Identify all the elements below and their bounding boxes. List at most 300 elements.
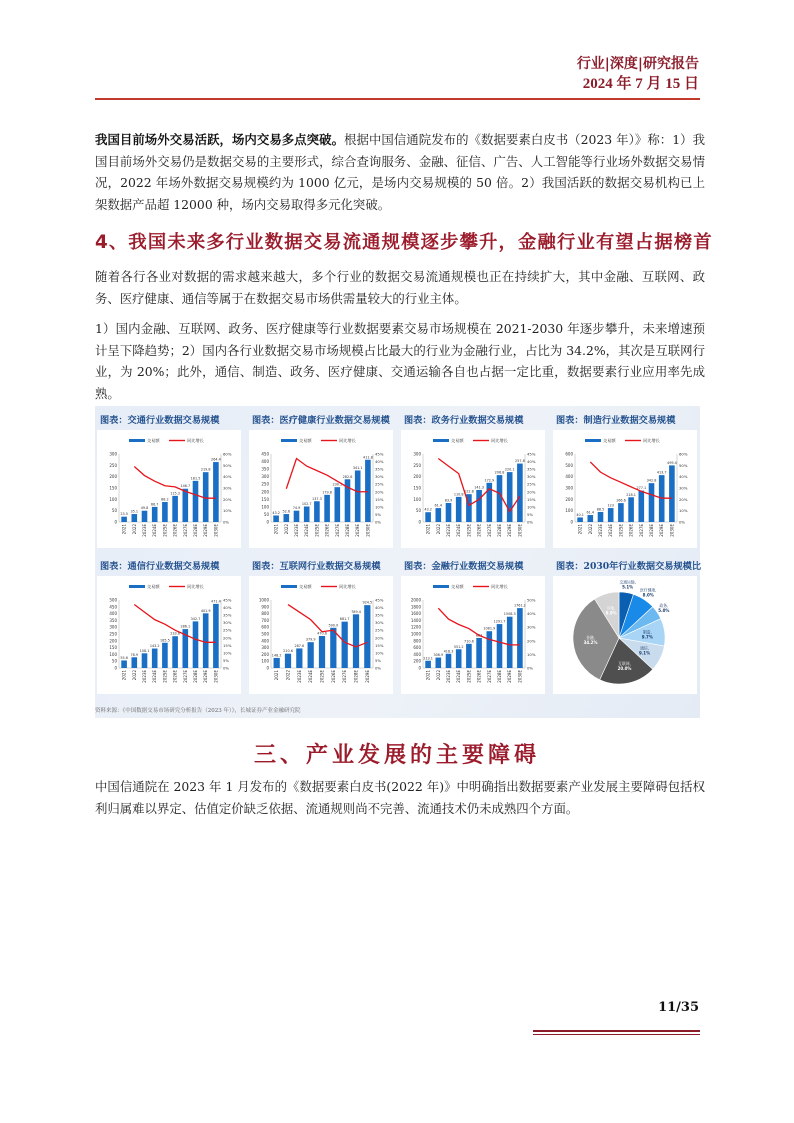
svg-text:600: 600 — [413, 645, 421, 651]
figure-source: 资料来源：《中国数据交易市场研究分析报告（2023 年）》，长城证券产业金融研究院 — [95, 708, 301, 714]
svg-text:30%: 30% — [223, 620, 232, 626]
svg-text:379.9: 379.9 — [305, 637, 316, 642]
svg-text:400: 400 — [261, 459, 269, 465]
svg-text:401.9: 401.9 — [200, 608, 211, 613]
svg-text:300: 300 — [413, 451, 421, 457]
svg-text:同比增长: 同比增长 — [491, 584, 508, 589]
svg-text:2024E: 2024E — [152, 670, 158, 683]
svg-text:2021: 2021 — [274, 670, 280, 681]
svg-text:800: 800 — [413, 638, 421, 644]
svg-text:40%: 40% — [223, 605, 232, 611]
svg-text:78.9: 78.9 — [130, 652, 139, 657]
svg-text:883: 883 — [475, 633, 483, 638]
svg-text:1761.2: 1761.2 — [513, 603, 526, 608]
svg-text:172.9: 172.9 — [484, 478, 495, 483]
svg-text:25%: 25% — [375, 481, 384, 487]
svg-text:2022: 2022 — [435, 670, 441, 681]
svg-text:110.8: 110.8 — [453, 492, 464, 497]
svg-text:30%: 30% — [527, 624, 536, 630]
svg-text:1800: 1800 — [410, 604, 421, 610]
intro-lead: 我国目前场外交易活跃，场内交易多点突破。 — [95, 132, 345, 147]
svg-text:5%: 5% — [375, 657, 382, 663]
bar-line-chart — [401, 430, 545, 548]
svg-text:342.8: 342.8 — [646, 478, 657, 483]
svg-text:418.3: 418.3 — [443, 649, 454, 654]
svg-text:20%: 20% — [527, 638, 536, 644]
svg-text:30%: 30% — [375, 474, 384, 480]
svg-text:590.9: 590.9 — [328, 623, 339, 628]
svg-text:政务,: 政务, — [659, 602, 669, 608]
svg-text:1000: 1000 — [258, 597, 269, 603]
svg-text:2024E: 2024E — [456, 524, 462, 537]
svg-text:122.8: 122.8 — [464, 489, 474, 494]
svg-text:同比增长: 同比增长 — [491, 438, 508, 443]
svg-text:20.0%: 20.0% — [617, 665, 632, 671]
svg-text:2023E: 2023E — [142, 670, 147, 683]
svg-text:10%: 10% — [527, 651, 536, 657]
svg-text:10%: 10% — [527, 504, 536, 510]
svg-text:1600: 1600 — [410, 611, 421, 617]
chart-title: 图表：政务行业数据交易规模 — [404, 415, 524, 426]
svg-text:10%: 10% — [223, 650, 232, 656]
report-header — [577, 54, 699, 94]
svg-text:50: 50 — [111, 658, 117, 664]
svg-text:0%: 0% — [223, 665, 230, 671]
svg-text:286.1: 286.1 — [180, 624, 191, 629]
svg-text:2023E: 2023E — [446, 670, 451, 683]
svg-text:250: 250 — [261, 481, 269, 487]
svg-text:40%: 40% — [527, 459, 536, 465]
svg-text:2021: 2021 — [577, 524, 583, 535]
bar-line-chart — [249, 430, 393, 548]
svg-text:2022: 2022 — [131, 524, 137, 535]
svg-text:2000: 2000 — [410, 597, 421, 603]
chart-title: 图表：交通行业数据交易规模 — [100, 415, 220, 426]
svg-text:681.7: 681.7 — [339, 617, 350, 622]
svg-text:287.6: 287.6 — [294, 643, 305, 648]
svg-text:200: 200 — [413, 474, 421, 480]
svg-text:45%: 45% — [223, 597, 232, 603]
svg-text:通信,: 通信, — [640, 645, 649, 651]
svg-text:2022: 2022 — [285, 670, 291, 681]
svg-text:1081.9: 1081.9 — [483, 626, 496, 631]
svg-text:300: 300 — [565, 485, 573, 491]
svg-text:0%: 0% — [375, 519, 382, 525]
svg-text:45%: 45% — [375, 451, 384, 457]
svg-text:61.4: 61.4 — [586, 510, 595, 515]
svg-text:2026E: 2026E — [628, 524, 634, 537]
svg-text:2023E: 2023E — [296, 670, 302, 683]
svg-text:300: 300 — [109, 451, 117, 457]
section-4-heading: 4、我国未来多行业数据交易流通规模逐步攀升，金融行业有望占据榜首 — [95, 232, 713, 253]
svg-text:医疗健康,: 医疗健康, — [640, 587, 657, 593]
svg-text:250: 250 — [109, 462, 117, 468]
svg-text:20%: 20% — [375, 489, 384, 495]
svg-text:60%: 60% — [223, 451, 232, 457]
svg-text:35.1: 35.1 — [130, 509, 139, 514]
chart-title: 图表：2030年行业数据交易规模比 — [556, 561, 702, 572]
report-date: 2024 年 7 月 15 日 — [582, 76, 699, 92]
svg-text:0: 0 — [114, 519, 117, 525]
svg-text:264.4: 264.4 — [211, 457, 221, 462]
svg-text:200: 200 — [565, 496, 573, 502]
svg-text:2024E: 2024E — [304, 524, 310, 537]
svg-text:2025E: 2025E — [162, 524, 168, 537]
svg-text:2024E: 2024E — [608, 524, 614, 537]
svg-text:2023E: 2023E — [598, 524, 603, 537]
svg-text:500: 500 — [261, 631, 269, 637]
svg-text:8.9%: 8.9% — [605, 610, 617, 616]
svg-text:5.0%: 5.0% — [658, 607, 670, 613]
svg-text:同比增长: 同比增长 — [187, 584, 204, 589]
svg-text:146.7: 146.7 — [180, 484, 191, 489]
chart-panel-5 — [249, 554, 397, 694]
svg-text:74.9: 74.9 — [292, 506, 301, 511]
svg-text:700: 700 — [261, 617, 269, 623]
svg-text:2025E: 2025E — [466, 670, 472, 683]
svg-text:0%: 0% — [223, 519, 230, 525]
svg-text:200: 200 — [261, 651, 269, 657]
svg-text:137.3: 137.3 — [312, 496, 322, 501]
svg-text:35%: 35% — [527, 466, 536, 472]
svg-text:257.8: 257.8 — [515, 459, 525, 464]
section-4-para-1: 随着各行各业对数据的需求越来越大，多个行业的数据交易流通规模也正在持续扩大，其中金融、互联网、政务、医疗健康、通信等属于在数据交易市场供需量较大的行业主体。 — [95, 269, 705, 306]
report-category: 行业|深度|研究报告 — [576, 56, 699, 72]
svg-text:220.1: 220.1 — [504, 467, 515, 472]
svg-text:交易额: 交易额 — [147, 584, 160, 589]
section-4-para-2: 1）国内金融、互联网、政务、医疗健康等行业数据要素交易市场规模在 2021-2030 年逐步攀升，未来增速预计呈下降趋势；2）国内各行业数据交易市场规模占比最大的行业为金融行业，占比为 34.2%，其次是互联网行业，为 20%；此外，通信、制造、政务、医疗健康、交通运输各自也占据一定比重，数据要素行业应用率先成熟。 — [95, 321, 705, 401]
svg-text:45%: 45% — [527, 451, 536, 457]
svg-text:同比增长: 同比增长 — [643, 438, 660, 443]
svg-text:交易额: 交易额 — [299, 584, 312, 589]
svg-text:2028E: 2028E — [345, 524, 350, 537]
chart-panel-4 — [97, 554, 245, 694]
svg-text:0: 0 — [266, 665, 269, 671]
svg-text:61.4: 61.4 — [434, 503, 443, 508]
svg-text:15%: 15% — [223, 642, 232, 648]
svg-text:2027E: 2027E — [182, 670, 188, 683]
svg-text:200: 200 — [109, 474, 117, 480]
svg-text:34.2%: 34.2% — [583, 639, 598, 645]
svg-text:450: 450 — [261, 451, 269, 457]
svg-text:400: 400 — [413, 651, 421, 657]
bar-line-chart — [401, 576, 545, 694]
svg-text:213.1: 213.1 — [423, 656, 433, 661]
svg-text:23.5: 23.5 — [120, 512, 128, 517]
svg-text:0%: 0% — [679, 519, 686, 525]
svg-text:金融,: 金融, — [586, 634, 595, 640]
chart-panel-6 — [401, 554, 549, 694]
svg-text:2029E: 2029E — [203, 524, 209, 537]
svg-text:2030E: 2030E — [213, 670, 219, 683]
svg-text:互联网,: 互联网, — [618, 660, 631, 666]
svg-text:100: 100 — [109, 496, 117, 502]
svg-text:2029E: 2029E — [355, 524, 361, 537]
svg-text:50: 50 — [111, 508, 117, 514]
svg-text:20%: 20% — [375, 635, 384, 641]
svg-text:181.5: 181.5 — [190, 476, 201, 481]
svg-text:其他,: 其他, — [606, 605, 616, 611]
svg-text:同比增长: 同比增长 — [187, 438, 204, 443]
svg-text:2030E: 2030E — [365, 524, 371, 537]
svg-text:1291.7: 1291.7 — [493, 619, 506, 624]
svg-text:25%: 25% — [527, 481, 536, 487]
svg-text:206.8: 206.8 — [494, 470, 505, 475]
svg-text:0%: 0% — [527, 519, 534, 525]
svg-text:2026E: 2026E — [476, 670, 482, 683]
svg-text:20%: 20% — [223, 635, 232, 641]
svg-text:710.6: 710.6 — [464, 639, 474, 644]
svg-text:15%: 15% — [375, 496, 384, 502]
svg-text:411.8: 411.8 — [363, 455, 373, 460]
svg-text:0: 0 — [266, 519, 269, 525]
svg-text:230.5: 230.5 — [332, 482, 343, 487]
svg-text:45%: 45% — [375, 597, 384, 603]
svg-text:100: 100 — [413, 496, 421, 502]
svg-text:同比增长: 同比增长 — [339, 438, 356, 443]
svg-text:150: 150 — [261, 496, 269, 502]
svg-text:2030E: 2030E — [213, 524, 219, 537]
svg-text:35%: 35% — [375, 466, 384, 472]
svg-text:40.1: 40.1 — [576, 512, 584, 517]
svg-text:2027E: 2027E — [342, 670, 348, 683]
industry-charts-figure — [95, 406, 700, 718]
svg-text:2030E: 2030E — [669, 524, 675, 537]
svg-text:35%: 35% — [223, 612, 232, 618]
svg-text:350: 350 — [261, 466, 269, 472]
svg-text:413.7: 413.7 — [656, 470, 667, 475]
svg-text:0: 0 — [418, 519, 421, 525]
svg-text:55.6: 55.6 — [120, 655, 128, 660]
svg-text:2029E: 2029E — [364, 670, 370, 683]
svg-text:2028E: 2028E — [497, 670, 502, 683]
chart-panel-7 — [553, 554, 701, 694]
svg-text:2025E: 2025E — [162, 670, 168, 683]
svg-text:交通运输,: 交通运输, — [619, 579, 636, 585]
svg-text:499.4: 499.4 — [667, 460, 677, 465]
svg-text:300: 300 — [261, 474, 269, 480]
svg-text:2027E: 2027E — [334, 524, 340, 537]
svg-text:600: 600 — [261, 624, 269, 630]
svg-text:50: 50 — [263, 511, 269, 517]
svg-text:0: 0 — [418, 665, 421, 671]
svg-text:2021: 2021 — [425, 524, 431, 535]
svg-text:185.5: 185.5 — [160, 638, 170, 643]
svg-text:150: 150 — [413, 485, 421, 491]
svg-text:2028E: 2028E — [649, 524, 654, 537]
svg-text:282.6: 282.6 — [342, 474, 353, 479]
svg-text:100: 100 — [261, 658, 269, 664]
svg-text:219.8: 219.8 — [200, 467, 211, 472]
intro-text: 根据中国信通院发布的《数据要素白皮书（2023 年）》称：1）我国目前场外交易仍是数据交易的主要形式，综合查询服务、金融、征信、广告、人工智能等行业场外数据交易情况，2022 年场外数据交易规模约为 1000 亿元，是场内交易规模的 50 倍。2）我国活跃的数据交易机构已上架数据产品超 12000 种，场内交易取得多元化突破。 — [95, 132, 706, 212]
svg-text:50%: 50% — [527, 597, 536, 603]
svg-text:123: 123 — [607, 503, 614, 508]
svg-text:43.2: 43.2 — [272, 510, 280, 515]
svg-text:9.1%: 9.1% — [638, 650, 651, 656]
svg-text:551.2: 551.2 — [453, 644, 464, 649]
svg-text:500: 500 — [565, 462, 573, 468]
svg-text:2022: 2022 — [587, 524, 593, 535]
svg-text:50%: 50% — [679, 462, 688, 468]
svg-text:交易额: 交易额 — [603, 438, 616, 443]
svg-text:2030E: 2030E — [517, 670, 523, 683]
svg-text:2022: 2022 — [283, 524, 289, 535]
svg-text:5%: 5% — [223, 657, 230, 663]
svg-text:88.2: 88.2 — [161, 497, 169, 502]
svg-text:800: 800 — [261, 611, 269, 617]
svg-text:15%: 15% — [375, 642, 384, 648]
svg-text:2029E: 2029E — [659, 524, 665, 537]
svg-text:制造,: 制造, — [642, 629, 652, 635]
svg-text:交易额: 交易额 — [451, 438, 464, 443]
footer-rule — [533, 1030, 700, 1032]
svg-text:400: 400 — [109, 611, 117, 617]
chart-title: 图表：通信行业数据交易规模 — [100, 561, 220, 572]
svg-text:交易额: 交易额 — [299, 438, 312, 443]
svg-text:2023E: 2023E — [294, 524, 299, 537]
svg-text:2025E: 2025E — [618, 524, 624, 537]
svg-text:2024E: 2024E — [152, 524, 158, 537]
svg-text:2025E: 2025E — [466, 524, 472, 537]
svg-text:900: 900 — [261, 604, 269, 610]
svg-text:2026E: 2026E — [330, 670, 336, 683]
svg-text:50: 50 — [415, 508, 421, 514]
chart-panel-2 — [401, 408, 549, 548]
svg-text:450: 450 — [109, 604, 117, 610]
footer-rule-thin — [533, 1034, 700, 1035]
svg-text:2024E: 2024E — [456, 670, 462, 683]
svg-text:10%: 10% — [223, 508, 232, 514]
svg-text:8.0%: 8.0% — [642, 592, 654, 598]
svg-text:150: 150 — [109, 485, 117, 491]
svg-text:2025E: 2025E — [319, 670, 325, 683]
svg-text:2027E: 2027E — [182, 524, 188, 537]
chart-panel-0 — [97, 408, 245, 548]
svg-text:83.9: 83.9 — [444, 498, 453, 503]
svg-text:306.9: 306.9 — [433, 653, 444, 658]
svg-text:102.7: 102.7 — [301, 501, 312, 506]
svg-text:141.3: 141.3 — [474, 485, 484, 490]
svg-text:2028E: 2028E — [193, 670, 198, 683]
svg-text:88.5: 88.5 — [596, 507, 605, 512]
svg-text:43.2: 43.2 — [424, 507, 432, 512]
svg-text:1400: 1400 — [410, 617, 421, 623]
svg-text:20%: 20% — [679, 496, 688, 502]
svg-text:924.5: 924.5 — [362, 600, 373, 605]
header-divider — [95, 98, 700, 100]
svg-text:400: 400 — [565, 474, 573, 480]
svg-text:50%: 50% — [223, 462, 232, 468]
svg-text:0%: 0% — [527, 665, 534, 671]
svg-text:148.2: 148.2 — [271, 653, 282, 658]
svg-text:789.4: 789.4 — [351, 609, 361, 614]
svg-text:25%: 25% — [223, 627, 232, 633]
chart-title: 图表：医疗健康行业数据交易规模 — [252, 415, 390, 426]
svg-text:2027E: 2027E — [486, 670, 492, 683]
svg-text:100: 100 — [109, 651, 117, 657]
svg-text:300: 300 — [109, 624, 117, 630]
svg-text:218.1: 218.1 — [626, 492, 636, 497]
svg-text:30%: 30% — [223, 485, 232, 491]
svg-text:2029E: 2029E — [203, 670, 209, 683]
svg-text:30%: 30% — [679, 485, 688, 491]
svg-text:2026E: 2026E — [172, 670, 178, 683]
svg-text:143.2: 143.2 — [149, 644, 160, 649]
chart-title: 图表：制造行业数据交易规模 — [556, 415, 676, 426]
svg-text:2021: 2021 — [121, 670, 127, 681]
svg-text:108.1: 108.1 — [139, 648, 150, 653]
svg-text:交易额: 交易额 — [147, 438, 160, 443]
svg-text:52.6: 52.6 — [282, 509, 291, 514]
bar-line-chart — [249, 576, 393, 694]
svg-text:250: 250 — [413, 462, 421, 468]
svg-text:2026E: 2026E — [324, 524, 330, 537]
section-3-heading: 三、产业发展的主要障碍 — [253, 743, 540, 768]
svg-text:250: 250 — [109, 631, 117, 637]
svg-text:5%: 5% — [527, 511, 534, 517]
svg-text:150: 150 — [109, 645, 117, 651]
svg-text:2021: 2021 — [273, 524, 279, 535]
svg-text:2028E: 2028E — [193, 524, 198, 537]
svg-text:40%: 40% — [375, 459, 384, 465]
svg-text:2027E: 2027E — [638, 524, 644, 537]
svg-text:100: 100 — [565, 508, 573, 514]
svg-text:1508.3: 1508.3 — [503, 612, 516, 617]
svg-text:交易额: 交易额 — [451, 584, 464, 589]
svg-text:233.6: 233.6 — [170, 631, 180, 636]
svg-text:100: 100 — [261, 504, 269, 510]
svg-text:25%: 25% — [375, 627, 384, 633]
svg-text:2026E: 2026E — [476, 524, 482, 537]
svg-text:200: 200 — [109, 638, 117, 644]
chart-title: 图表：金融行业数据交易规模 — [404, 561, 524, 572]
svg-text:115.3: 115.3 — [170, 491, 180, 496]
svg-text:200: 200 — [261, 489, 269, 495]
bar-line-chart — [97, 430, 241, 548]
svg-text:350: 350 — [109, 617, 117, 623]
svg-text:40%: 40% — [223, 474, 232, 480]
svg-text:66.7: 66.7 — [150, 502, 159, 507]
svg-text:15%: 15% — [527, 496, 536, 502]
svg-text:5.1%: 5.1% — [622, 584, 634, 590]
svg-text:2024E: 2024E — [308, 670, 314, 683]
svg-text:0: 0 — [114, 665, 117, 671]
svg-text:342.7: 342.7 — [190, 616, 201, 621]
svg-text:200: 200 — [413, 658, 421, 664]
svg-text:210.6: 210.6 — [283, 649, 293, 654]
svg-text:2029E: 2029E — [507, 670, 513, 683]
svg-text:5%: 5% — [375, 511, 382, 517]
svg-text:60%: 60% — [679, 451, 688, 457]
chart-title: 图表：互联网行业数据交易规模 — [252, 561, 381, 572]
svg-text:341.1: 341.1 — [352, 465, 363, 470]
svg-text:2027E: 2027E — [486, 524, 492, 537]
svg-text:2023E: 2023E — [142, 524, 147, 537]
svg-text:2021: 2021 — [425, 670, 431, 681]
svg-text:9.7%: 9.7% — [641, 634, 653, 640]
svg-text:470.6: 470.6 — [317, 631, 327, 636]
svg-text:277.1: 277.1 — [636, 486, 647, 491]
svg-text:179.8: 179.8 — [322, 490, 332, 495]
svg-text:49.8: 49.8 — [140, 506, 149, 511]
section-3-para: 中国信通院在 2023 年 1 月发布的《数据要素白皮书(2022 年)》中明确指出数据要素产业发展主要障碍包括权利归属难以界定、估值定价缺乏依据、流通规则尚不完善、流通技术仍未成熟四个方面。 — [95, 779, 705, 816]
svg-text:471.4: 471.4 — [211, 599, 221, 604]
svg-text:20%: 20% — [527, 489, 536, 495]
bar-line-chart — [97, 576, 241, 694]
svg-text:500: 500 — [109, 597, 117, 603]
svg-text:10%: 10% — [375, 650, 384, 656]
svg-text:2025E: 2025E — [314, 524, 320, 537]
